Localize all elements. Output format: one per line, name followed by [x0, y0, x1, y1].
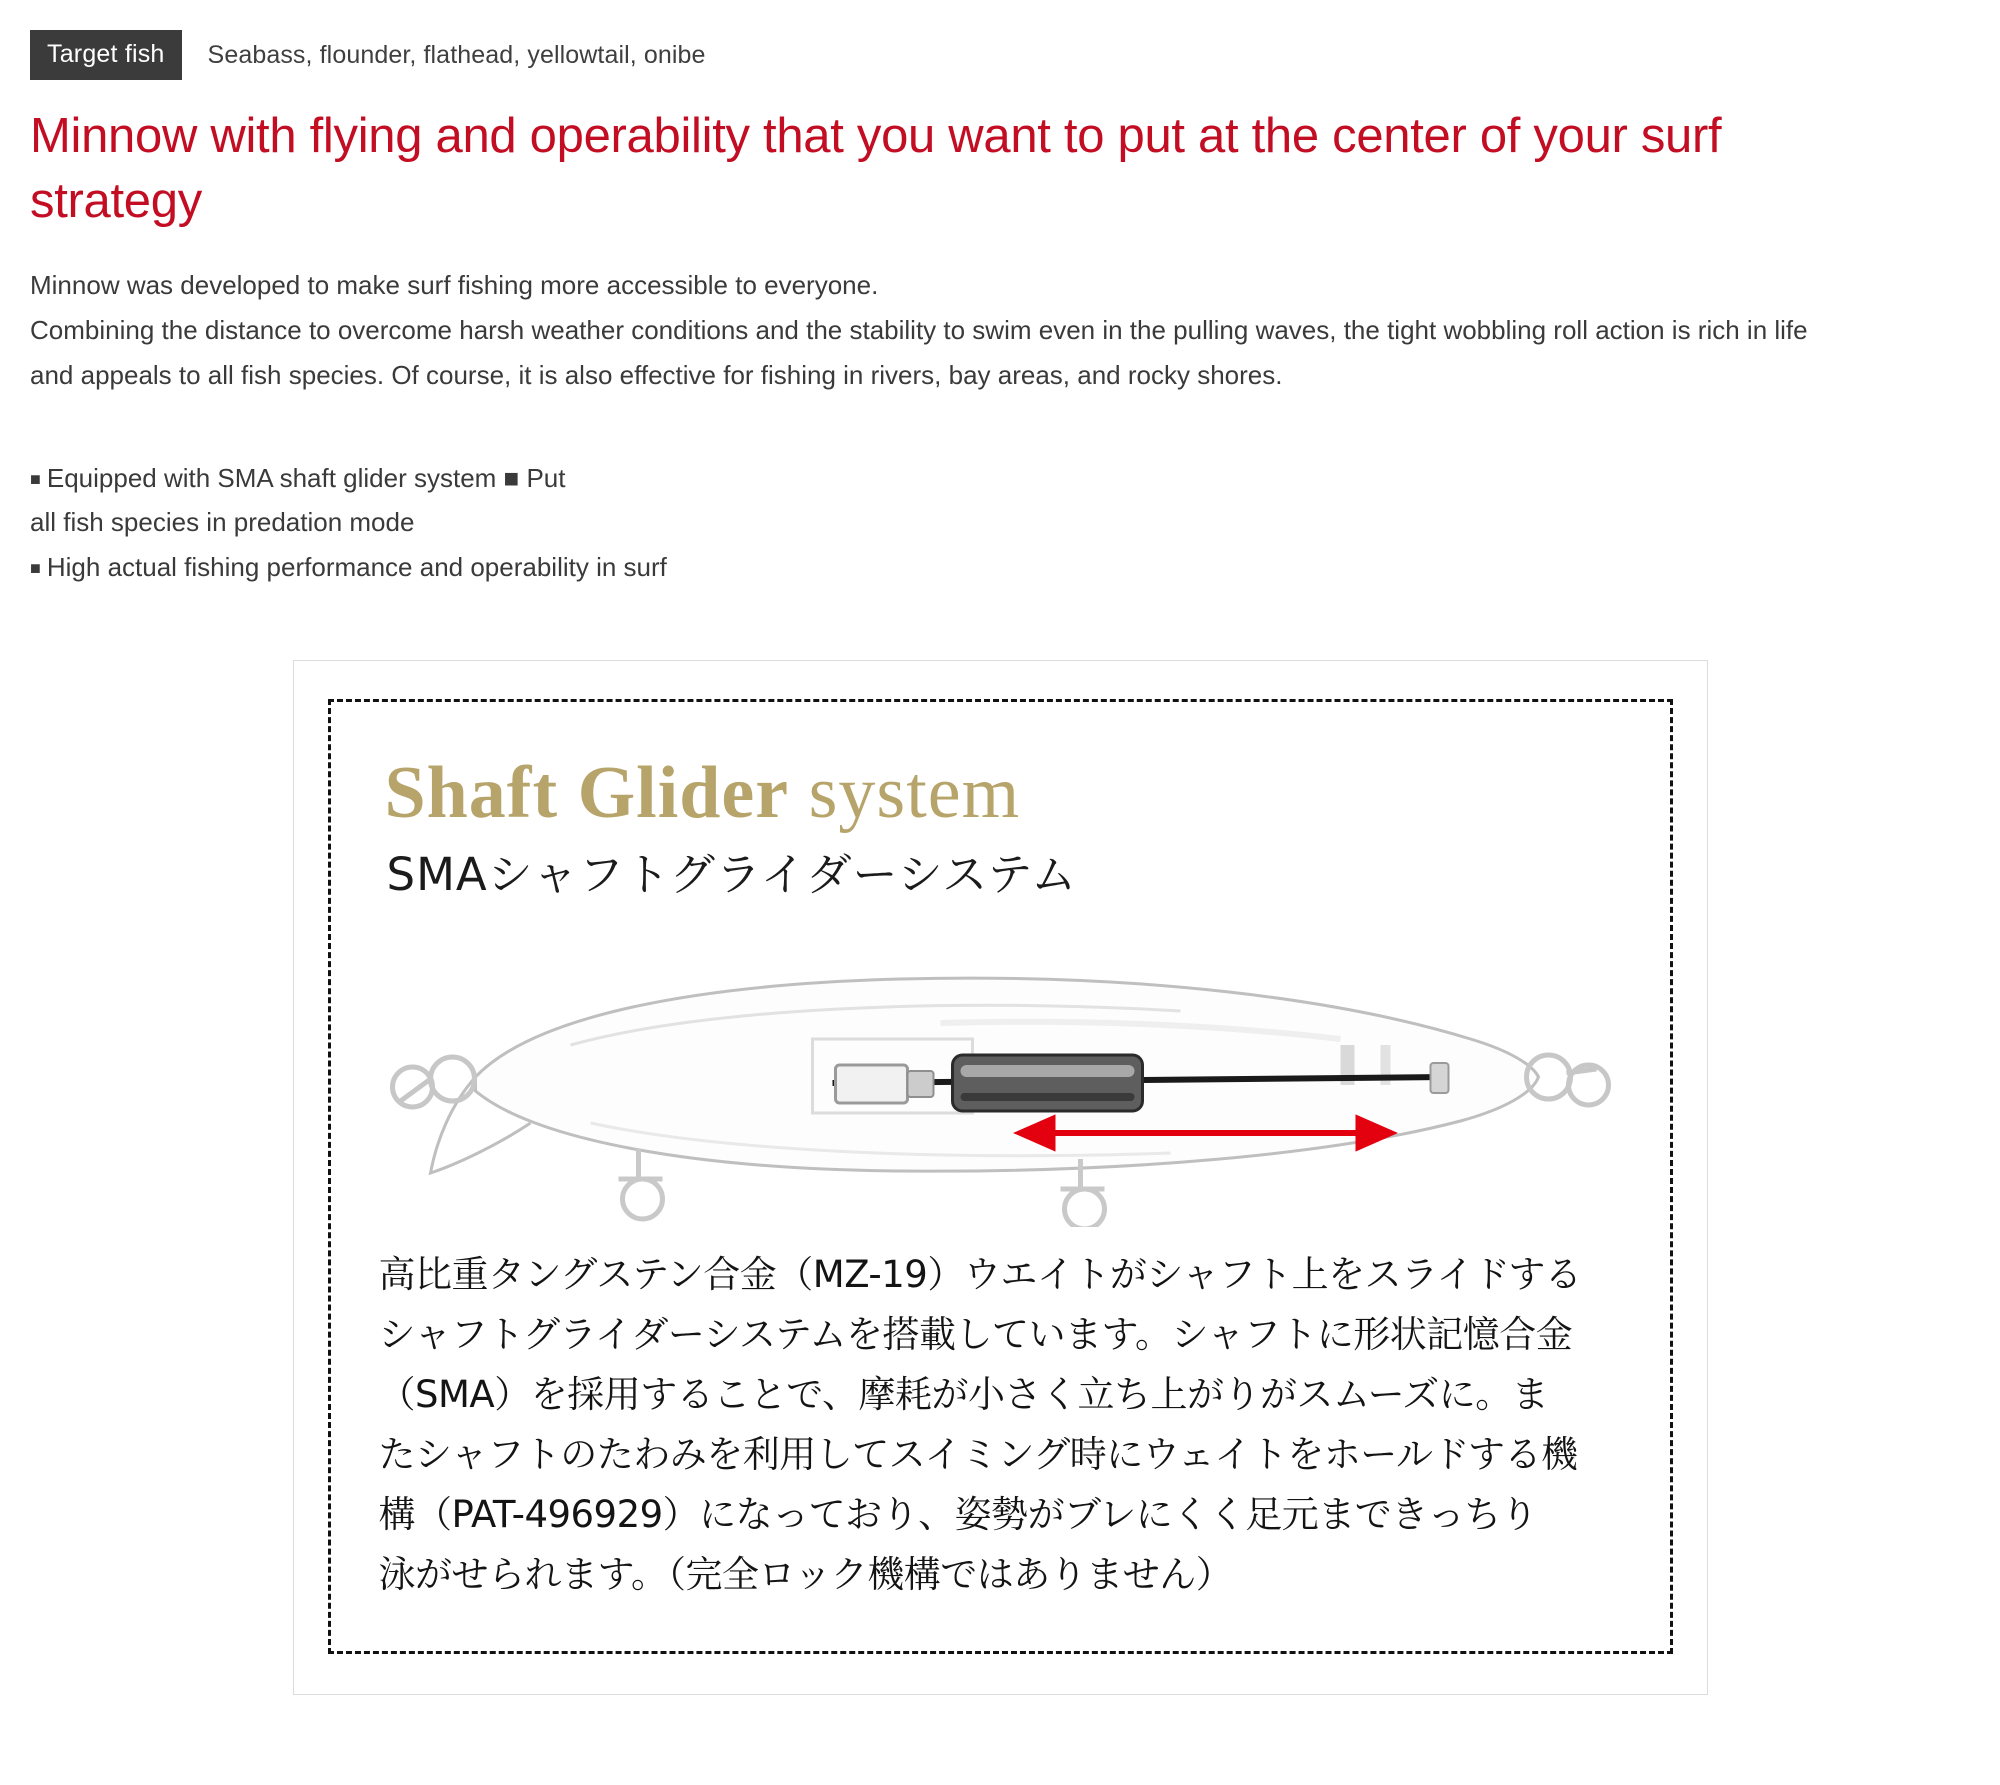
feature-bullet-list — [30, 456, 1970, 590]
hook-hanger-front-icon — [618, 1149, 662, 1219]
bullet-marker-icon: ■ — [30, 557, 41, 578]
figure-dashed-frame — [328, 699, 1673, 1654]
intro-line-1: Minnow was developed to make surf fishing more accessible to everyone. — [30, 270, 879, 301]
page-title: Minnow with flying and operability that you want to put at the center of your surf strategy — [30, 109, 1722, 228]
figure-title-bold: Shaft Glider — [384, 751, 790, 834]
figure-description-line: 高比重タングステン合金（MZ-19）ウエイトがシャフト上をスライドする — [378, 1253, 1582, 1297]
feature-bullet-1 — [30, 456, 1970, 501]
figure-title-light: system — [808, 751, 1021, 834]
intro-paragraph — [30, 263, 1970, 397]
lure-diagram — [375, 927, 1626, 1227]
figure-description-line: たシャフトのたわみを利用してスイミング時にウェイトをホールドする機 — [378, 1432, 1578, 1476]
target-fish-row — [30, 30, 1970, 80]
bullet-marker-icon: ■ — [30, 468, 41, 489]
intro-line-2: Combining the distance to overcome harsh weather conditions and the stability to swim even in the pulling waves, the tight wobbling roll action is rich in life — [30, 315, 1808, 346]
figure-description-line: （SMA）を採用することで、摩耗が小さく立ち上がりがスムーズに。ま — [378, 1372, 1549, 1416]
line-eye-front-icon — [392, 1057, 474, 1107]
figure-description-line: 構（PAT-496929）になっており、姿勢がブレにくく足元まできっちり — [378, 1492, 1538, 1536]
intro-line-3: and appeals to all fish species. Of course, it is also effective for fishing in rivers, bay areas, and rocky shores. — [30, 359, 1283, 390]
feature-bullet-2-label: High actual fishing performance and operability in surf — [46, 551, 667, 582]
figure-description-line: 泳がせられます。（完全ロック機構ではありません） — [378, 1552, 1233, 1596]
feature-bullet-1-label: Equipped with SMA shaft glider system ■ Put — [46, 462, 566, 493]
feature-bullet-2 — [30, 545, 1970, 590]
figure-description-line: シャフトグライダーシステムを搭載しています。シャフトに形状記憶合金 — [378, 1313, 1573, 1357]
shaft-glider-figure — [293, 660, 1708, 1695]
figure-title — [384, 751, 1626, 834]
feature-bullet-1-continued: all fish species in predation mode — [30, 507, 415, 538]
target-fish-badge: Target fish — [30, 30, 182, 80]
figure-description — [379, 1245, 1622, 1605]
figure-subtitle: SMAシャフトグライダーシステム — [386, 848, 1078, 902]
target-fish-species: Seabass, flounder, flathead, yellowtail, onibe — [207, 40, 706, 69]
lure-illustration-icon — [375, 927, 1626, 1227]
